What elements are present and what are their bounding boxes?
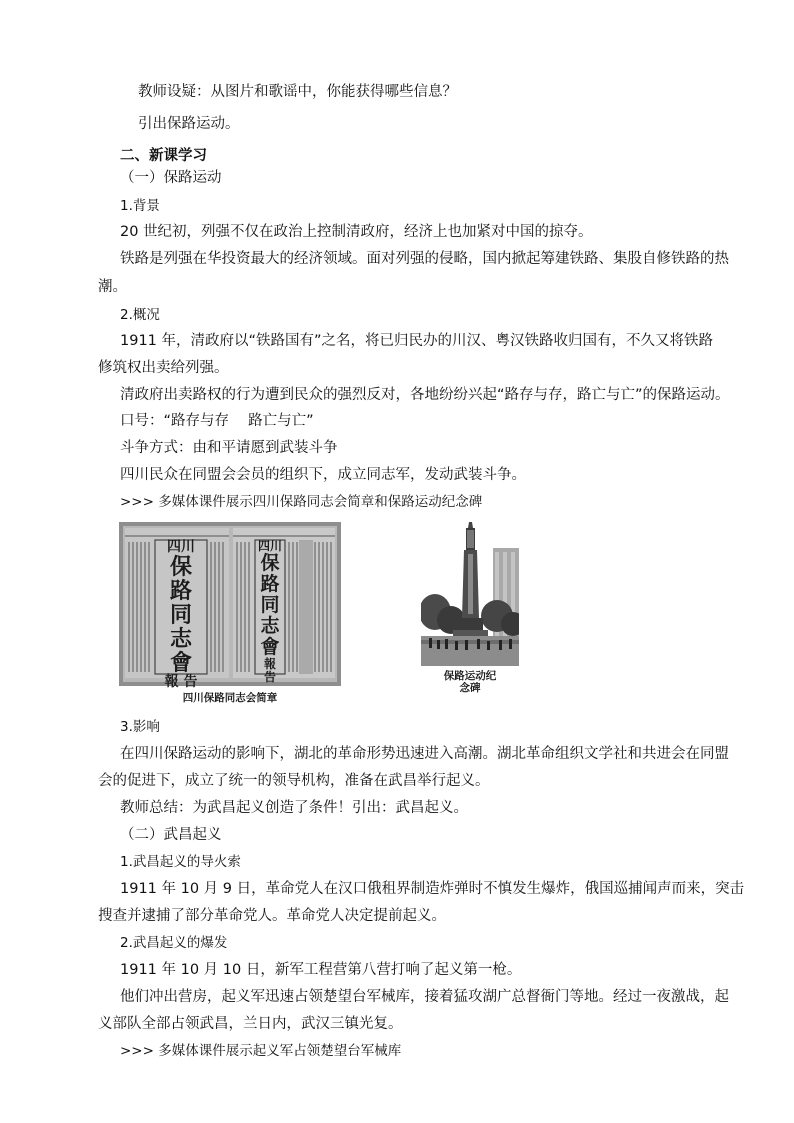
text-line: 义部队全部占领武昌，兰日内，武汉三镇光复。 (98, 1016, 403, 1032)
text-line: 1911 年 10 月 9 日，革命党人在汉口俄租界制造炸弹时不慎发生爆炸，俄国巡捕闻声而来，突击 (120, 881, 745, 897)
text-line: 1911 年 10 月 10 日，新军工程营第八营打响了起义第一枪。 (120, 962, 522, 978)
item-heading: 2.武昌起义的爆发 (120, 935, 228, 951)
subsection-heading: （二）武昌起义 (120, 827, 222, 843)
multimedia-note: >>> 多媒体课件展示四川保路同志会简章和保路运动纪念碑 (120, 494, 483, 510)
text-line: 修筑权出卖给列强。 (98, 360, 229, 376)
item-heading: 2.概况 (120, 307, 160, 323)
caption-line: 念碑 (459, 682, 481, 694)
text-line: 他们冲出营房，起义军迅速占领楚望台军械库，接着猛攻湖广总督衙门等地。经过一夜激战，起 (120, 989, 729, 1005)
text-line: 铁路是列强在华投资最大的经济领域。面对列强的侵略，国内掀起筹建铁路、集股自修铁路的热 (120, 251, 729, 267)
text-line: 四川民众在同盟会会员的组织下，成立同志军，发动武装斗争。 (120, 467, 526, 483)
text-line: 口号：“路存与存 路亡与亡” (120, 413, 314, 429)
item-heading: 1.背景 (120, 198, 160, 214)
item-heading: 1.武昌起义的导火索 (120, 854, 241, 870)
text-line: 1911 年，清政府以“铁路国有”之名，将已归民办的川汉、粤汉铁路收归国有，不久又将铁路 (120, 333, 714, 349)
newspaper-title-right: 四川 保 路 同 志 會 報 告 (257, 539, 283, 684)
caption-line: 保路运动纪 (443, 670, 497, 682)
text-line: 教师总结：为武昌起义创造了条件！引出：武昌起义。 (120, 800, 468, 816)
text-line: 搜查并逮捕了部分革命党人。革命党人决定提前起义。 (98, 908, 446, 924)
text-line: 在四川保路运动的影响下，湖北的革命形势迅速进入高潮。湖北革命组织文学社和共进会在同盟 (120, 746, 729, 762)
item-heading: 3.影响 (120, 719, 160, 735)
multimedia-note: >>> 多媒体课件展示起义军占领楚望台军械库 (120, 1043, 402, 1059)
text-line: 斗争方式：由和平请愿到武装斗争 (120, 440, 338, 456)
text-line: 会的促进下，成立了统一的领导机构，准备在武昌举行起义。 (98, 773, 490, 789)
text-line: 引出保路运动。 (138, 116, 240, 132)
figure-caption: 四川保路同志会简章 (182, 692, 278, 704)
text-line: 潮。 (98, 279, 127, 295)
text-line: 清政府出卖路权的行为遭到民众的强烈反对，各地纷纷兴起“路存与存，路亡与亡”的保路运动。 (120, 387, 730, 403)
monument-photo (421, 520, 519, 666)
text-line: 教师设疑：从图片和歌谣中，你能获得哪些信息？ (138, 84, 457, 100)
text-line: 20 世纪初，列强不仅在政治上控制清政府，经济上也加紧对中国的掠夺。 (120, 224, 593, 240)
newspaper-title-left: 四川 保 路 同 志 會 報 告 (164, 539, 198, 690)
section-heading: 二、新课学习 (120, 148, 207, 164)
figure-caption (421, 670, 519, 694)
subsection-heading: （一）保路运动 (120, 170, 222, 186)
newspaper-image (119, 522, 341, 690)
